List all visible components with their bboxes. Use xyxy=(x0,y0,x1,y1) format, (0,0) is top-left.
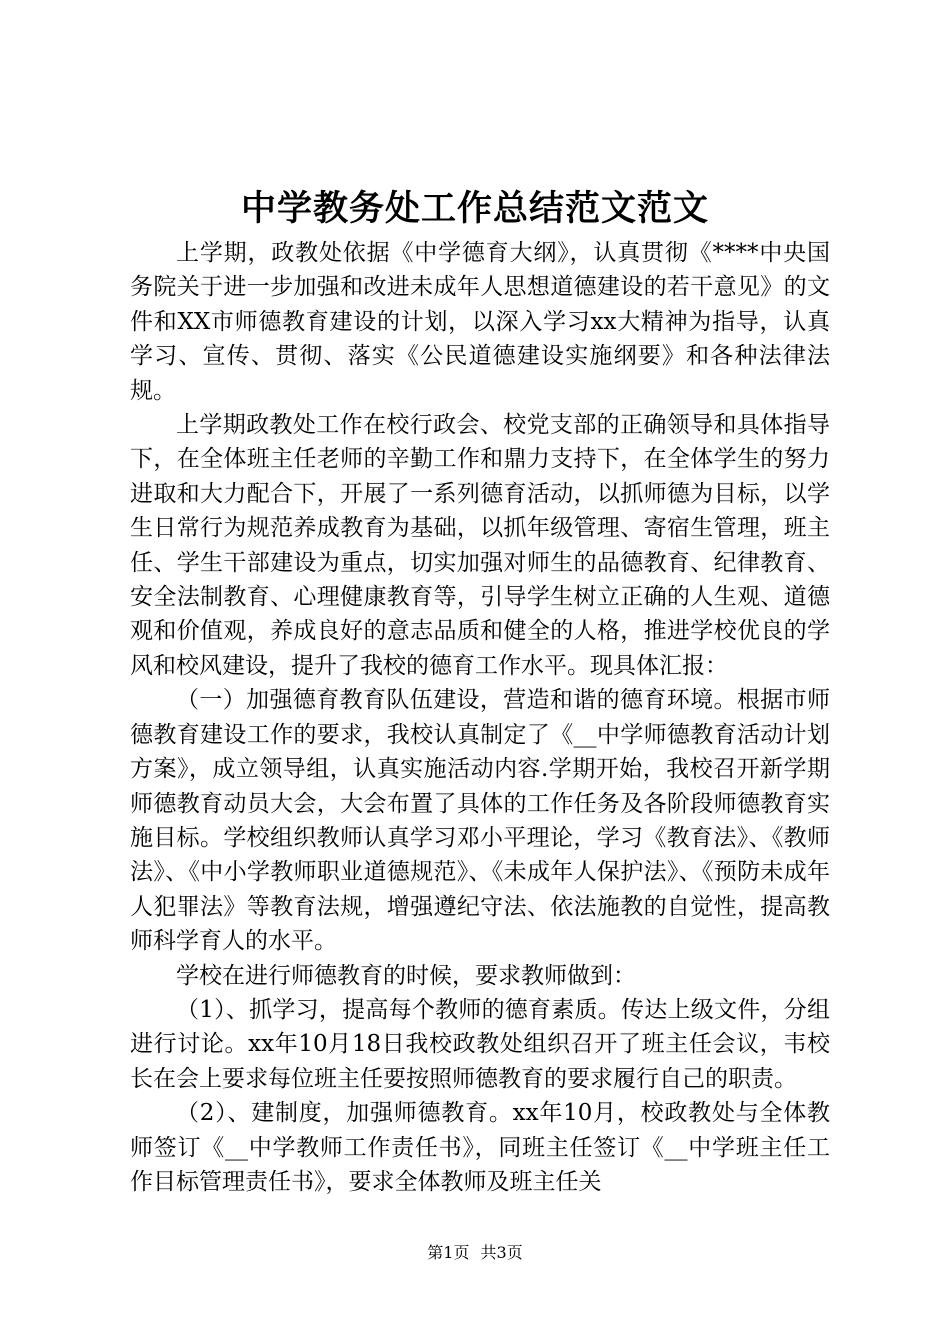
paragraph-1: 上学期，政教处依据《中学德育大纲》，认真贯彻《****中央国务院关于进一步加强和改进未成年人思想道德建设的若干意见》的文件和XX市师德教育建设的计划，以深入学习xx大精神为指导，认真学习、宣传、贯彻、落实《公民道德建设实施纲要》和各种法律法规。 xyxy=(130,240,830,404)
paragraph-4: 学校在进行师德教育的时候，要求教师做到： xyxy=(176,962,636,989)
page-footer: 第1页 共3页 xyxy=(427,1243,523,1262)
paragraph-2: 上学期政教处工作在校行政会、校党支部的正确领导和具体指导下，在全体班主任老师的辛勤工作和鼎力支持下，在全体学生的努力进取和大力配合下，开展了一系列德育活动，以抓师德为目标，以学生日常行为规范养成教育为基础，以抓年级管理、寄宿生管理，班主任、学生干部建设为重点，切实加强对师生的品德教育、纪律教育、安全法制教育、心理健康教育等，引导学生树立正确的人生观、道德观和价值观，养成良好的意志品质和健全的人格，推进学校优良的学风和校风建设，提升了我校的德育工作水平。现具体汇报： xyxy=(130,412,830,679)
paragraph-3: （一）加强德育教育队伍建设，营造和谐的德育环境。根据市师德教育建设工作的要求，我校认真制定了《__中学师德教育活动计划方案》，成立领导组，认真实施活动内容.学期开始，我校召开新学期师德教育动员大会，大会布置了具体的工作任务及各阶段师德教育实施目标。学校组织教师认真学习邓小平理论，学习《教育法》、《教师法》、《中小学教师职业道德规范》、《未成年人保护法》、《预防未成年人犯罪法》等教育法规，增强遵纪守法、依法施教的自觉性，提高教师科学育人的水平。 xyxy=(130,687,830,955)
paragraph-5: （1）、抓学习，提高每个教师的德育素质。传达上级文件，分组进行讨论。xx年10月18日我校政教处组织召开了班主任会议，韦校长在会上要求每位班主任要按照师德教育的要求履行自己的职责。 xyxy=(130,996,830,1092)
document-title: 中学教务处工作总结范文范文 xyxy=(240,188,709,229)
paragraph-6: （2）、建制度，加强师德教育。xx年10月，校政教处与全体教师签订《__中学教师工作责任书》，同班主任签订《__中学班主任工作目标管理责任书》，要求全体教师及班主任关 xyxy=(130,1100,830,1195)
document-body xyxy=(130,236,830,1199)
